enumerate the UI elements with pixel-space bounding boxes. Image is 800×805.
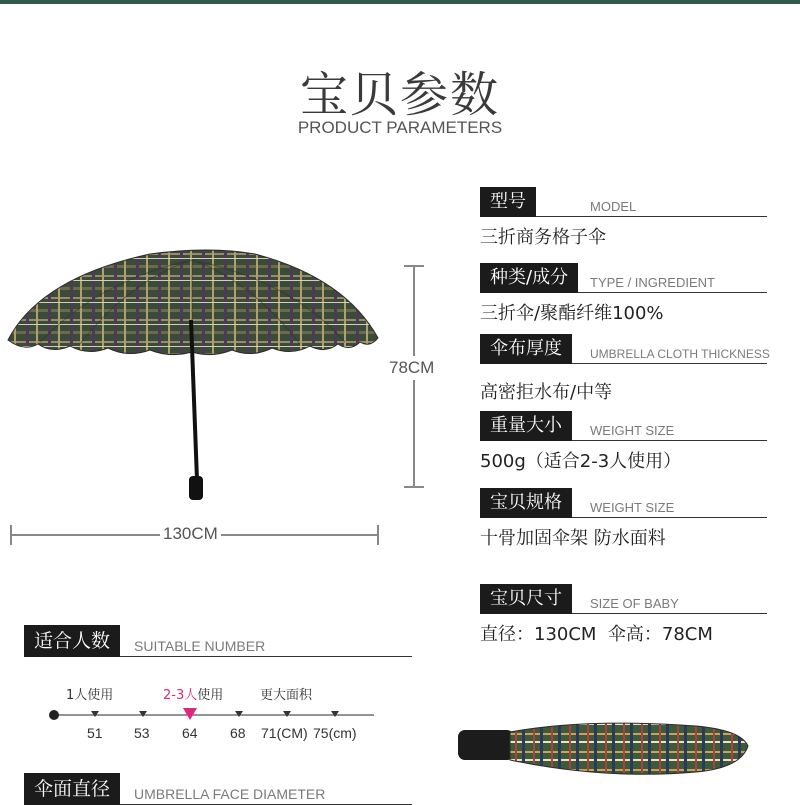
param-label-en: WEIGHT SIZE [590, 500, 675, 515]
param-label-en: UMBRELLA CLOTH THICKNESS [590, 347, 770, 361]
param-label: 伞布厚度 [480, 334, 572, 364]
param-label-en: SIZE OF BABY [590, 596, 679, 611]
param-value: 三折商务格子伞 [480, 227, 606, 248]
param-label: 种类/成分 [480, 263, 578, 293]
param-size [480, 583, 767, 646]
face-diameter-header [24, 772, 412, 805]
scale-tick-selected: 64 [182, 725, 198, 741]
scale-tick: 75(cm) [313, 725, 357, 741]
scale-tick: 51 [87, 725, 103, 741]
umbrella-open-image [0, 240, 390, 510]
scale-group-two-three [163, 684, 223, 703]
scale-group-larger-area: 更大面积 [260, 688, 313, 703]
param-model [480, 186, 767, 249]
page-title: 宝贝参数 [299, 67, 500, 123]
param-header [480, 487, 767, 518]
suitable-number-label-en: SUITABLE NUMBER [134, 638, 266, 654]
suitable-number-label: 适合人数 [24, 625, 120, 657]
param-header [480, 262, 767, 293]
page-subtitle: PRODUCT PARAMETERS [297, 118, 503, 137]
param-label: 宝贝尺寸 [480, 584, 572, 614]
param-header [480, 583, 767, 614]
face-diameter-label: 伞面直径 [24, 773, 120, 805]
param-label: 宝贝规格 [480, 488, 572, 518]
height-dimension-label: 78CM [389, 356, 434, 380]
face-diameter-label-en: UMBRELLA FACE DIAMETER [134, 786, 326, 802]
param-label-en: WEIGHT SIZE [590, 423, 675, 438]
param-label: 型号 [480, 187, 536, 217]
param-value: 高密拒水布/中等 [480, 382, 613, 403]
param-weight [480, 410, 767, 473]
width-dimension-cap-right [377, 525, 379, 545]
umbrella-folded-image [456, 712, 756, 784]
scale-tick: 68 [230, 725, 246, 741]
scale-tick: 53 [134, 725, 150, 741]
scale-group-highlight: 2-3人 [163, 688, 198, 703]
scale-tick: 71(CM) [261, 725, 308, 741]
width-dimension-label: 130CM [160, 524, 221, 544]
width-dimension-cap-left [10, 525, 12, 545]
param-label: 重量大小 [480, 411, 572, 441]
param-value: 三折伞/聚酯纤维100% [480, 303, 664, 324]
param-header [480, 186, 767, 217]
param-label-en: MODEL [590, 199, 637, 214]
scale-group-one-person: 1人使用 [66, 688, 114, 703]
param-cloth-thickness [480, 333, 770, 404]
param-header [480, 410, 767, 441]
param-spec [480, 487, 767, 550]
param-header [480, 333, 770, 364]
height-dimension-cap-bottom [404, 486, 424, 488]
scale-group-rest: 使用 [197, 688, 224, 703]
param-value: 500g（适合2-3人使用） [480, 451, 682, 472]
height-dimension-cap-top [404, 265, 424, 267]
top-accent-bar [0, 0, 800, 4]
size-scale [44, 704, 384, 726]
suitable-number-header [24, 624, 412, 657]
param-value: 十骨加固伞架 防水面料 [480, 528, 666, 549]
param-type [480, 262, 767, 325]
param-value: 直径：130CM 伞高：78CM [480, 624, 713, 645]
param-label-en: TYPE / INGREDIENT [590, 275, 715, 290]
